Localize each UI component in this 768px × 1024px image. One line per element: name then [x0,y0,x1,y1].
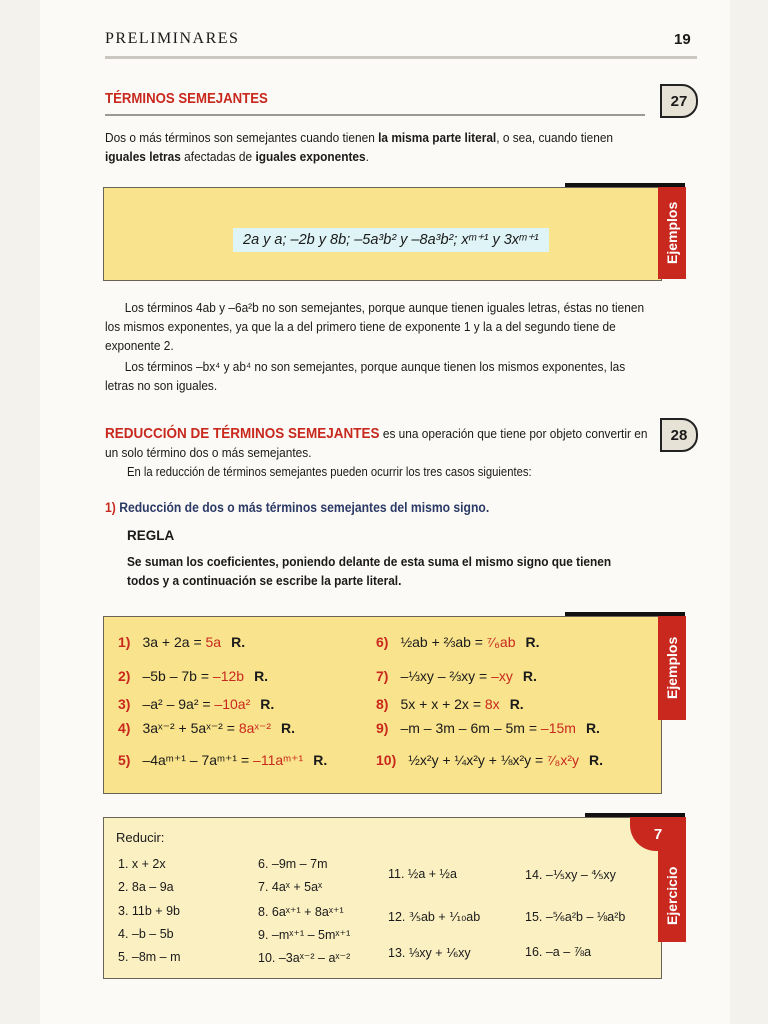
example-expression: –4aᵐ⁺¹ – 7aᵐ⁺¹ = [142,752,254,768]
example-number: 3) [118,696,131,712]
example-number: 2) [118,668,131,684]
example-r-label: R. [281,720,296,736]
paragraph-not-semejantes-2: Los términos –bx⁴ y ab⁴ no son semejantes, porque aunque tienen los mismos exponentes, las letras no son iguales. [105,359,626,393]
example-answer: –xy [491,668,513,684]
side-label-ejemplos: Ejemplos [658,616,686,720]
rule-text: Se suman los coeficientes, poniendo delante de esta suma el mismo signo que tienen todos y a continuación se escribe la parte literal. [127,554,612,588]
example-r-label: R. [522,668,537,684]
case-heading [105,500,489,515]
example-expression: –5b – 7b = [142,668,213,684]
example-item [118,668,268,684]
text-run: , o sea, cuando tienen [496,130,614,145]
example-answer: ⁷⁄₆ab [486,634,516,650]
exercise-item: 14. –⅕xy – ⅘xy [525,868,616,882]
side-label-ejercicio: Ejercicio [658,850,686,942]
exercise-heading: Reducir: [116,830,165,845]
section-title-reduccion: REDUCCIÓN DE TÉRMINOS SEMEJANTES [105,425,380,442]
example-item [376,634,539,650]
exercise-item: 11. ½a + ½a [388,867,457,881]
cases-intro: En la reducción de términos semejantes pueden ocurrir los tres casos siguientes: [127,465,532,479]
example-r-label: R. [525,634,540,650]
example-expression: ½x²y + ¼x²y + ⅛x²y = [408,752,548,768]
bold-run: iguales letras [105,149,181,164]
example-expression: –a² – 9a² = [142,696,215,712]
example-number: 5) [118,752,131,768]
example-expression: –m – 3m – 6m – 5m = [400,720,541,736]
example-number: 4) [118,720,131,736]
exercise-item: 3. 11b + 9b [118,904,180,918]
highlighted-example-line: 2a y a; –2b y 8b; –5a³b² y –8a³b²; xᵐ⁺¹ y 3xᵐ⁺¹ [233,228,549,252]
exercise-item: 12. ⅗ab + ⅒ab [388,910,481,924]
example-r-label: R. [231,634,246,650]
example-number: 1) [118,634,131,650]
example-item [376,752,603,768]
exercise-number-badge: 7 [630,817,686,851]
example-number: 6) [376,634,389,650]
running-header-title: PRELIMINARES [105,30,240,47]
paragraph-not-semejantes-1: Los términos 4ab y –6a²b no son semejantes, porque aunque tienen iguales letras, éstas no tienen los mismos exponentes, ya que la a del primero tiene de exponente 1 y la a del segundo tiene de exponente 2. [105,300,645,353]
example-answer: –10a² [214,696,251,712]
bold-run: la misma parte literal [378,130,497,145]
example-answer: –11aᵐ⁺¹ [253,752,304,768]
exercise-item: 8. 6aˣ⁺¹ + 8aˣ⁺¹ [258,905,344,919]
example-answer: –12b [212,668,245,684]
exercise-item: 15. –⅚a²b – ⅛a²b [525,910,626,924]
exercise-item: 9. –mˣ⁺¹ – 5mˣ⁺¹ [258,928,351,942]
example-answer: ⁷⁄₈x²y [547,752,579,768]
example-expression: 3aˣ⁻² + 5aˣ⁻² = [142,720,239,736]
exercise-item: 10. –3aˣ⁻² – aˣ⁻² [258,951,351,965]
example-answer: 5a [205,634,222,650]
case-title: Reducción de dos o más términos semejantes del mismo signo. [119,500,490,515]
section-title-terminos-semejantes: TÉRMINOS SEMEJANTES [105,90,268,107]
section-number-tab: 28 [660,418,698,452]
exercise-item: 7. 4aˣ + 5aˣ [258,880,323,894]
exercise-item: 5. –8m – m [118,950,181,964]
example-r-label: R. [254,668,269,684]
exercise-item: 16. –a – ⅞a [525,945,592,959]
definition-paragraph [105,128,650,166]
example-item [118,752,327,769]
example-item [118,720,295,737]
example-number: 8) [376,696,389,712]
example-item [118,696,274,712]
example-expression: 5x + x + 2x = [400,696,485,712]
example-item [376,696,524,712]
example-number: 10) [376,752,397,768]
bold-run: iguales exponentes [255,149,366,164]
exercise-item: 1. x + 2x [118,857,166,871]
page-number: 19 [674,31,691,48]
example-item [376,668,537,684]
exercise-item: 6. –9m – 7m [258,857,328,871]
example-r-label: R. [313,752,328,768]
example-r-label: R. [585,720,600,736]
example-answer: 8x [484,696,500,712]
case-number: 1) [105,500,116,515]
example-r-label: R. [589,752,603,768]
exercise-item: 4. –b – 5b [118,927,174,941]
exercise-item: 2. 8a – 9a [118,880,174,894]
example-item [376,720,600,736]
example-number: 9) [376,720,389,736]
example-r-label: R. [260,696,275,712]
example-answer: –15m [540,720,576,736]
header-rule [105,56,697,59]
example-number: 7) [376,668,389,684]
example-item [118,634,245,650]
text-run: afectadas de [180,149,256,164]
text-run: . [365,149,369,164]
text-run: es una operación que tiene por objeto convertir en un solo término dos o más semejantes. [105,426,648,460]
example-expression: ½ab + ⅔ab = [400,634,487,650]
section-number-tab: 27 [660,84,698,118]
rule-label: REGLA [127,528,175,543]
section-rule [105,114,645,116]
example-r-label: R. [509,696,524,712]
exercise-item: 13. ⅓xy + ⅙xy [388,946,471,960]
side-label-ejemplos: Ejemplos [658,187,686,279]
reduction-intro [105,424,650,462]
example-expression: –⅓xy – ⅔xy = [400,668,492,684]
text-run: Dos o más términos son semejantes cuando tienen [105,130,379,145]
example-expression: 3a + 2a = [142,634,206,650]
example-answer: 8aˣ⁻² [238,720,272,736]
